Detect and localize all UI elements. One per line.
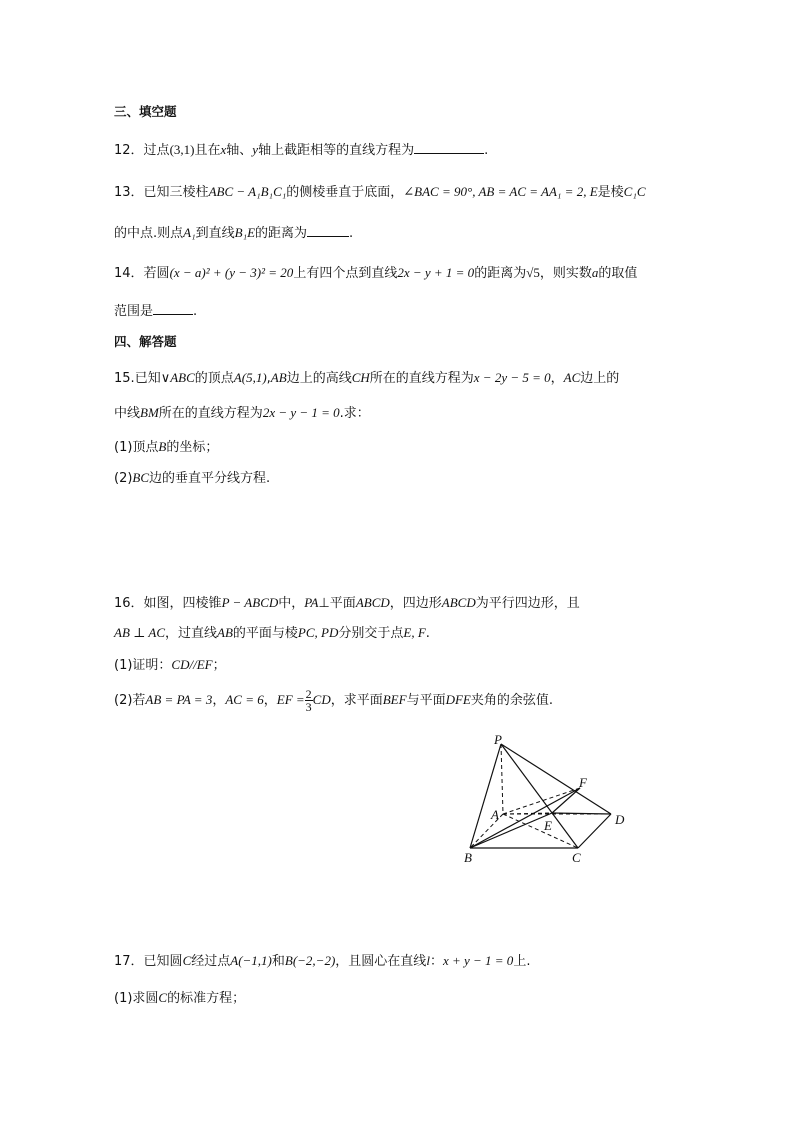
- fraction-denominator: 3: [305, 700, 312, 714]
- answer-blank: [414, 141, 484, 154]
- label-D: D: [615, 812, 625, 827]
- math: x − 2y − 5 = 0: [473, 370, 551, 385]
- math: (3,1): [169, 142, 195, 157]
- label-E: E: [544, 818, 552, 833]
- edge-AF: [503, 788, 580, 814]
- text: 过点: [143, 143, 170, 158]
- question-17: [114, 950, 530, 969]
- math: ABC − A₁B₁C₁: [208, 184, 287, 199]
- question-15: [114, 367, 619, 386]
- edge-CD: [578, 814, 611, 848]
- math: PC, PD: [297, 625, 339, 640]
- math: C: [158, 990, 168, 1005]
- text: 的距离为: [474, 266, 527, 281]
- edge-PB: [470, 744, 501, 848]
- edge-PA: [501, 744, 503, 814]
- math: CD: [312, 692, 331, 707]
- math: BC: [132, 470, 150, 485]
- edge-PD: [501, 744, 611, 814]
- text: 中线: [114, 406, 141, 421]
- text: 的标准方程；: [167, 991, 246, 1006]
- question-13: [114, 181, 646, 200]
- math: C: [182, 953, 192, 968]
- text: 上.: [513, 954, 531, 969]
- math: ABCD: [441, 595, 476, 610]
- text: 若圆: [143, 266, 170, 281]
- text: 的侧棱垂直于底面，: [286, 185, 404, 200]
- math: ∠BAC = 90°, AB = AC = AA₁ = 2, E: [403, 184, 598, 199]
- text: 边上的: [580, 371, 620, 386]
- math: E, F: [403, 625, 426, 640]
- text: 范围是: [114, 304, 154, 319]
- section-heading-solve: 四、解答题: [114, 334, 177, 349]
- text: ，过直线: [164, 626, 217, 641]
- text: 边的垂直平分线方程.: [149, 471, 271, 486]
- edge-BF: [470, 788, 580, 848]
- edge-BE: [470, 813, 552, 848]
- math: BM: [140, 405, 159, 420]
- question-16-line-2: [114, 622, 430, 641]
- question-number: 15.: [114, 371, 135, 386]
- text: .: [349, 226, 354, 241]
- math: AB: [217, 625, 233, 640]
- text: 到直线: [195, 226, 235, 241]
- math: 2x − y − 1 = 0: [262, 405, 340, 420]
- text: 上有四个点到直线: [293, 266, 398, 281]
- text: 的顶点: [194, 371, 234, 386]
- math: EF =: [276, 692, 305, 707]
- text: 轴上截距相等的直线方程为: [258, 143, 415, 158]
- math: A(−1,1): [230, 953, 272, 968]
- math: B: [158, 439, 167, 454]
- math: B(−2,−2): [284, 953, 336, 968]
- math: CH: [351, 370, 370, 385]
- text: 边上的高线: [286, 371, 352, 386]
- question-13-line-2: [114, 222, 353, 241]
- question-number: 14．: [114, 266, 144, 281]
- math: AB ⊥ AC: [114, 625, 165, 640]
- question-12: [114, 139, 488, 158]
- question-17-part-1: [114, 987, 245, 1006]
- section-heading-fill-in: 三、填空题: [114, 104, 177, 119]
- text: ⊥平面: [318, 596, 356, 611]
- text: 的距离为: [255, 226, 308, 241]
- text: ，: [263, 693, 277, 708]
- text: ，四边形: [389, 596, 442, 611]
- text: 经过点: [191, 954, 231, 969]
- math: C₁C: [623, 184, 646, 199]
- math: AC = 6: [225, 692, 264, 707]
- text: 为平行四边形，且: [475, 596, 580, 611]
- text: .: [484, 143, 489, 158]
- math: A₁: [183, 225, 196, 240]
- text: ，求平面: [330, 693, 383, 708]
- text: 的坐标；: [166, 440, 219, 455]
- fraction: [305, 688, 313, 713]
- text: 分别交于点: [338, 626, 404, 641]
- text: 与平面: [406, 693, 446, 708]
- question-number: 12．: [114, 143, 144, 158]
- question-16-part-2: [114, 688, 553, 713]
- math: AB: [270, 370, 287, 385]
- question-number: 16．: [114, 596, 144, 611]
- math: y: [252, 142, 259, 157]
- math: ABCD: [355, 595, 390, 610]
- text: 和: [271, 954, 285, 969]
- text: 所在的直线方程为: [369, 371, 474, 386]
- question-15-part-1: [114, 436, 218, 455]
- answer-blank: [153, 302, 193, 315]
- label-P: P: [494, 732, 502, 747]
- label-C: C: [572, 850, 581, 865]
- math: x: [220, 142, 227, 157]
- text: 且在: [194, 143, 221, 158]
- math: ∨ABC: [160, 370, 195, 385]
- math: CD//EF: [171, 657, 213, 672]
- question-number: 13．: [114, 185, 144, 200]
- math: A(5,1): [233, 370, 267, 385]
- math: l: [426, 953, 430, 968]
- edge-AC: [503, 814, 578, 848]
- question-16: [114, 592, 580, 611]
- math: P − ABCD: [221, 595, 279, 610]
- question-15-line-2: [114, 402, 370, 421]
- math: PA: [304, 595, 319, 610]
- text: ，则实数: [539, 266, 592, 281]
- text: 夹角的余弦值.: [470, 693, 553, 708]
- text: 如图，四棱锥: [143, 596, 222, 611]
- text: 的平面与棱: [232, 626, 298, 641]
- text: (1)顶点: [114, 440, 159, 455]
- answer-blank: [307, 224, 349, 237]
- text: 所在的直线方程为: [158, 406, 263, 421]
- text: ,: [266, 371, 271, 386]
- text: (1)求圆: [114, 991, 159, 1006]
- text: 已知圆: [143, 954, 183, 969]
- text: .求：: [339, 406, 370, 421]
- math: a: [591, 265, 599, 280]
- text: 的中点.则点: [114, 226, 184, 241]
- text: ：: [429, 954, 443, 969]
- text: 是棱: [597, 185, 624, 200]
- math: DFE: [445, 692, 471, 707]
- text: (2): [114, 471, 133, 486]
- label-B: B: [464, 850, 472, 865]
- question-14: [114, 262, 637, 281]
- text: 中，: [278, 596, 305, 611]
- text: ，: [550, 371, 564, 386]
- text: 轴、: [226, 143, 253, 158]
- math: √5: [526, 265, 540, 280]
- math: AC: [563, 370, 581, 385]
- text: 的取值: [598, 266, 638, 281]
- text: ，且圆心在直线: [335, 954, 427, 969]
- math: x + y − 1 = 0: [442, 953, 514, 968]
- edge-AE: [503, 813, 552, 814]
- text: (1)证明：: [114, 658, 172, 673]
- label-A: A: [491, 807, 499, 822]
- question-number: 17．: [114, 954, 144, 969]
- text: ，: [212, 693, 226, 708]
- text: (2)若: [114, 693, 146, 708]
- math: (x − a)² + (y − 3)² = 20: [169, 265, 294, 280]
- label-F: F: [579, 775, 587, 790]
- text: 已知: [134, 371, 161, 386]
- question-15-part-2: [114, 467, 270, 486]
- math: 2x − y + 1 = 0: [397, 265, 475, 280]
- text: .: [425, 626, 430, 641]
- text: ；: [212, 658, 226, 673]
- question-16-part-1: [114, 654, 226, 673]
- pyramid-figure: [458, 732, 638, 872]
- fraction-numerator: 2: [305, 687, 312, 701]
- question-14-line-2: [114, 300, 197, 319]
- text: .: [193, 304, 198, 319]
- math: AB = PA = 3: [145, 692, 213, 707]
- text: 已知三棱柱: [143, 185, 209, 200]
- math: B₁E: [234, 225, 256, 240]
- math: BEF: [382, 692, 407, 707]
